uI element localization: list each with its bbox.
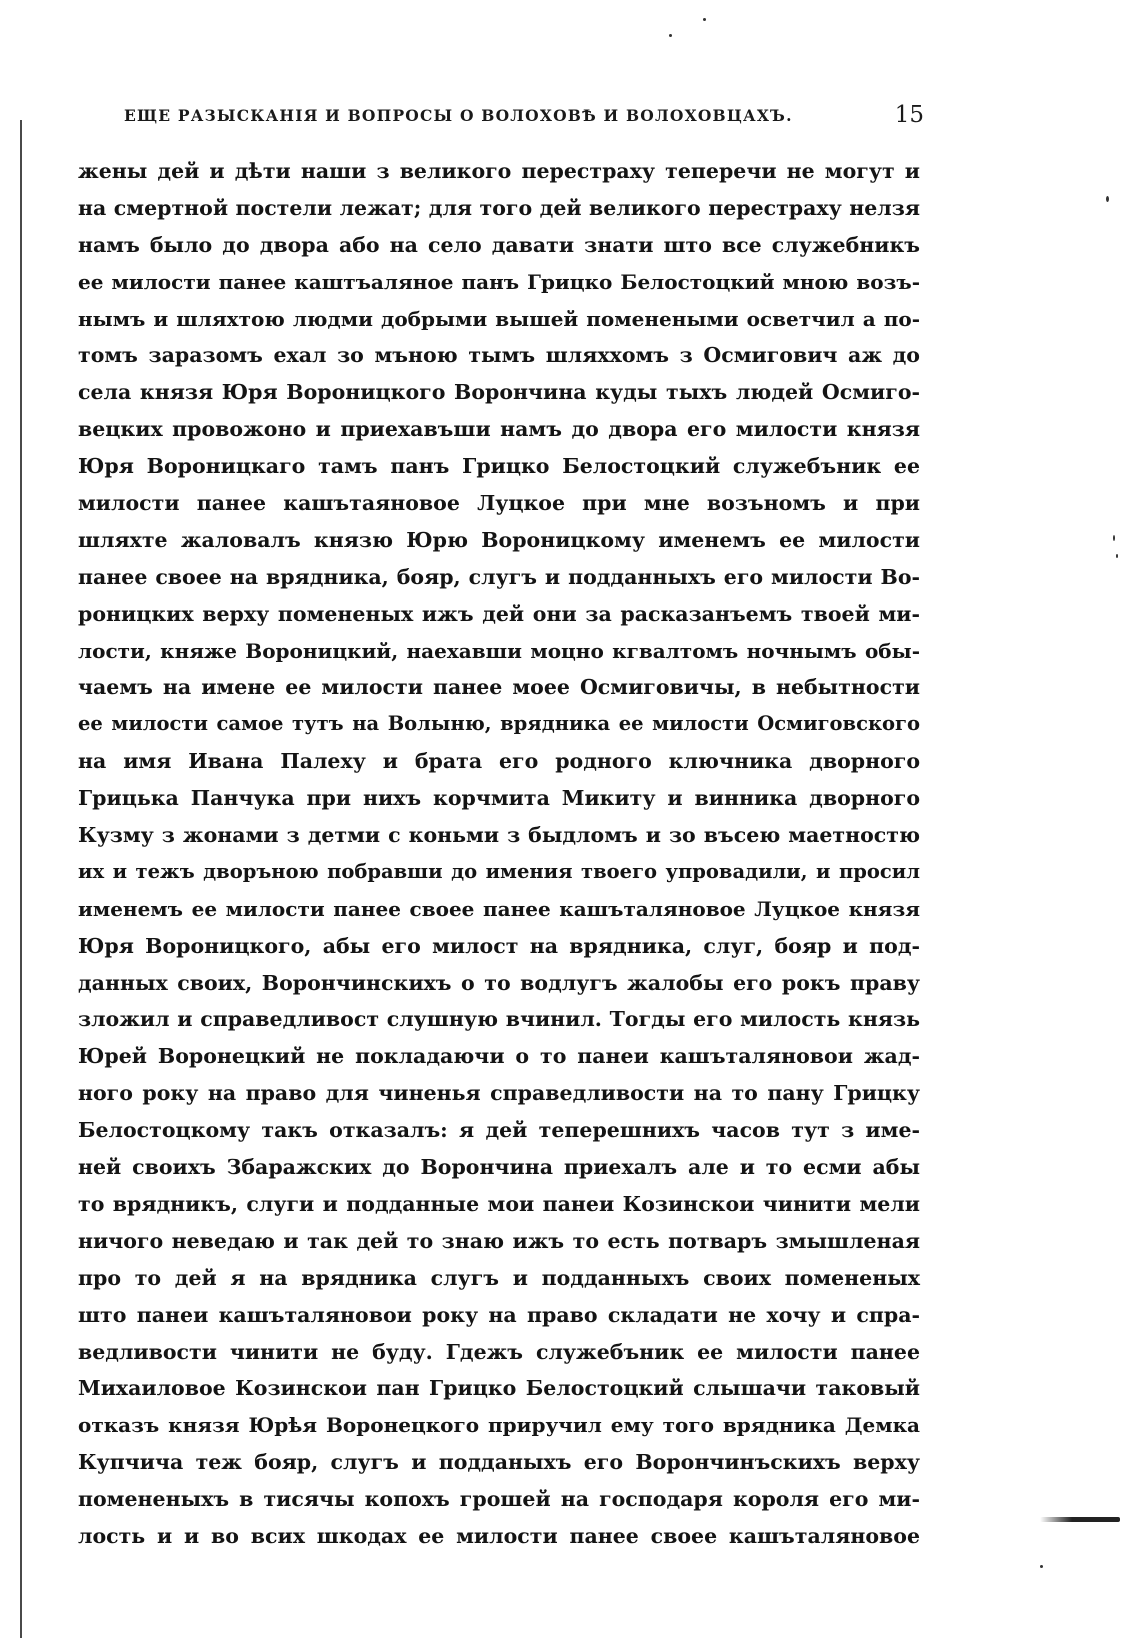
- text-line: Белостоцкому такъ отказалъ: я дей теперешнихъ часов тут з име-: [78, 1118, 920, 1143]
- text-line: отказъ князя Юрѣя Воронецкого приручил ему того врядника Демка: [78, 1413, 920, 1438]
- text-line: вецких провожоно и приехавъши намъ до двора его милости князя: [78, 417, 920, 442]
- page-number: 15: [894, 102, 924, 128]
- text-line: на имя Ивана Палеху и брата его родного ключника дворного: [78, 749, 920, 774]
- body-text: [78, 153, 920, 1548]
- text-line: Купчича теж бояр, слугъ и подданыхъ его Ворончинъскихъ верху: [78, 1450, 920, 1475]
- text-line: Юря Вороницкаго тамъ панъ Грицко Белостоцкий служебъник ее: [78, 454, 920, 479]
- text-line: села князя Юря Вороницкого Ворончина куды тыхъ людей Осмиго-: [78, 380, 920, 405]
- text-line: помененыхъ в тисячы копохъ грошей на господаря короля его ми-: [78, 1487, 920, 1512]
- text-line: их и тежъ дворъною побравши до имения твоего упровадили, и просил: [78, 859, 920, 883]
- text-line: ее милости самое тутъ на Волыню, врядника ее милости Осмиговского: [78, 712, 920, 736]
- text-line: шляхте жаловалъ князю Юрю Вороницкому именемъ ее милости: [78, 527, 920, 552]
- text-line: Кузму з жонами з детми с коньми з быдломъ и зо въсею маетностю: [78, 823, 920, 848]
- scan-speck: [1113, 535, 1115, 541]
- text-line: ней своихъ Збаражских до Ворончина приехалъ але и то есми абы: [78, 1155, 920, 1180]
- text-line: на смертной постели лежат; для того дей великого перестраху нелзя: [78, 195, 920, 220]
- text-line: про то дей я на врядника слугъ и подданныхъ своих помененых: [78, 1265, 920, 1290]
- scan-speck: [669, 34, 672, 37]
- text-line: што панеи кашъталяновои року на право складати не хочу и спра-: [78, 1302, 920, 1327]
- scan-speck: [1116, 554, 1118, 558]
- text-line: Михаиловое Козинскои пан Грицко Белостоцкий слышачи таковый: [78, 1376, 920, 1401]
- text-line: ведливости чинити не буду. Гдежъ служебъник ее милости панее: [78, 1339, 920, 1364]
- text-line: Юря Вороницкого, абы его милост на врядника, слуг, бояр и под-: [78, 933, 920, 958]
- scan-mark: [1040, 1517, 1120, 1522]
- text-line: панее своее на врядника, бояр, слугъ и подданныхъ его милости Во-: [78, 564, 920, 589]
- text-line: роницких верху помененых ижъ дей они за расказанъемъ твоей ми-: [78, 601, 920, 626]
- text-line: Юрей Воронецкий не покладаючи о то панеи кашъталяновои жад-: [78, 1044, 920, 1069]
- text-line: Грицька Панчука при нихъ корчмита Микиту и винника дворного: [78, 786, 920, 811]
- text-line: ного року на право для чиненья справедливости на то пану Грицку: [78, 1081, 920, 1106]
- text-line: жены дей и дѣти наши з великого перестраху теперечи не могут и: [78, 159, 920, 183]
- text-line: зложил и справедливост слушную вчинил. Тогды его милость князь: [78, 1007, 920, 1032]
- scan-speck: [703, 18, 706, 21]
- text-line: лость и и во всих шкодах ее милости панее своее кашъталяновое: [78, 1523, 920, 1548]
- text-line: нымъ и шляхтою людми добрыми вышей поменеными осветчил а по-: [78, 306, 920, 331]
- running-header-title: ЕЩЕ РАЗЫСКАНІЯ И ВОПРОСЫ О ВОЛОХОВѢ И ВОЛОХОВЦАХЪ.: [124, 105, 793, 125]
- text-line: ее милости панее каштъаляное панъ Грицко Белостоцкий мною возъ-: [78, 269, 920, 294]
- text-line: ничого неведаю и так дей то знаю ижъ то есть потваръ змышленая: [78, 1228, 920, 1253]
- scan-speck: [1106, 196, 1109, 202]
- text-line: чаемъ на имене ее милости панее моее Осмиговичы, в небытности: [78, 675, 920, 700]
- text-line: данных своих, Ворончинскихъ о то водлугъ жалобы его рокъ праву: [78, 970, 920, 995]
- text-line: томъ заразомъ ехал зо мъною тымъ шляххомъ з Осмигович аж до: [78, 343, 920, 368]
- text-line: милости панее кашътаяновое Луцкое при мне возъномъ и при: [78, 491, 920, 516]
- page-edge-shadow: [20, 120, 22, 1638]
- scan-speck: [1040, 1565, 1043, 1568]
- text-line: то врядникъ, слуги и подданные мои панеи Козинскои чинити мели: [78, 1191, 920, 1216]
- text-line: лости, княже Вороницкий, наехавши моцно кгвалтомъ ночнымъ обы-: [78, 638, 920, 663]
- running-header: [124, 98, 924, 132]
- text-line: именемъ ее милости панее своее панее кашъталяновое Луцкое князя: [78, 896, 920, 921]
- text-line: намъ было до двора або на село давати знати што все служебникъ: [78, 232, 920, 257]
